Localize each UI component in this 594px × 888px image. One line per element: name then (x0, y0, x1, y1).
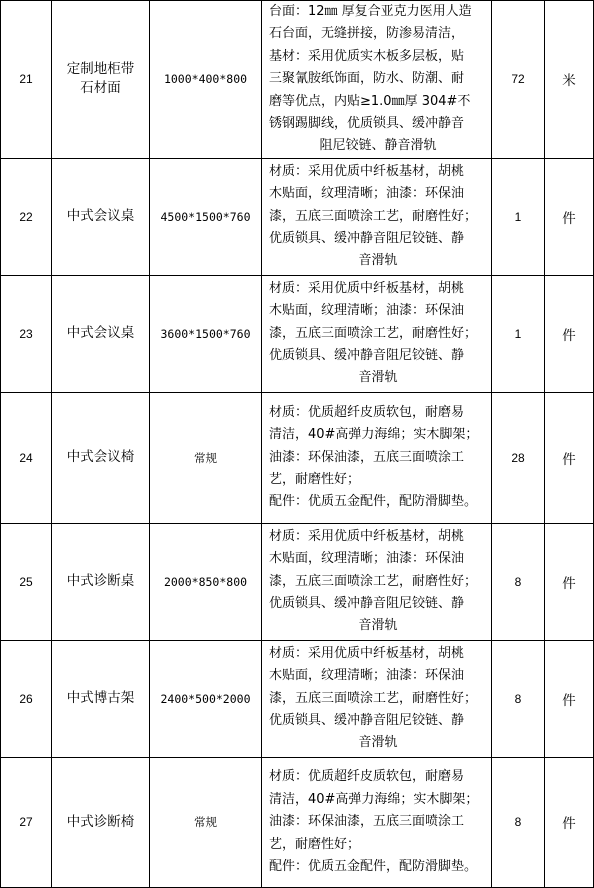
description-line: 漆，五底三面喷涂工艺，耐磨性好； (269, 208, 478, 224)
item-description (262, 158, 492, 275)
description-line: 材质：采用优质中纤板基材，胡桃 (269, 645, 465, 661)
description-line: 清洁，40#高弹力海绵；实木脚架； (269, 427, 479, 443)
item-number: 22 (1, 158, 52, 275)
item-description (262, 275, 492, 392)
item-spec: 3600*1500*760 (150, 275, 262, 392)
table-body (1, 1, 594, 888)
item-name (52, 757, 150, 887)
description-line: 木贴面，纹理清晰；油漆：环保油 (269, 551, 465, 567)
description-line: 材质：采用优质中纤板基材，胡桃 (269, 280, 465, 296)
item-description (262, 392, 492, 523)
table-row (1, 640, 594, 757)
item-spec: 2000*850*800 (150, 523, 262, 640)
item-description (262, 640, 492, 757)
description-line: 漆，五底三面喷涂工艺，耐磨性好； (269, 573, 478, 589)
item-number: 27 (1, 757, 52, 887)
description-line: 材质：优质超纤皮质软包，耐磨易 (269, 404, 465, 420)
item-unit: 件 (545, 275, 594, 392)
description-line: 艺，耐磨性好； (269, 836, 361, 852)
item-name (52, 523, 150, 640)
item-unit: 件 (545, 640, 594, 757)
description-line: 配件：优质五金配件，配防滑脚垫。 (269, 858, 478, 874)
description-line: 油漆：环保油漆，五底三面喷涂工 (269, 814, 465, 830)
item-quantity: 8 (492, 757, 545, 887)
description-line: 艺，耐磨性好； (269, 472, 361, 488)
item-number: 23 (1, 275, 52, 392)
description-line: 音滑轨 (358, 370, 398, 386)
table-row (1, 1, 594, 159)
description-line: 木贴面，纹理清晰；油漆：环保油 (269, 668, 465, 684)
item-name (52, 392, 150, 523)
item-description (262, 757, 492, 887)
table-row (1, 757, 594, 887)
table-row (1, 158, 594, 275)
description-line: 清洁，40#高弹力海绵；实木脚架； (269, 791, 479, 807)
item-name-line: 中式诊断椅 (66, 813, 135, 830)
description-line: 木贴面，纹理清晰；油漆：环保油 (269, 303, 465, 319)
item-spec: 4500*1500*760 (150, 158, 262, 275)
description-line: 漆，五底三面喷涂工艺，耐磨性好； (269, 690, 478, 706)
item-spec: 常规 (150, 757, 262, 887)
description-line: 三聚氰胺纸饰面，防水、防潮、耐 (269, 71, 465, 87)
item-quantity: 28 (492, 392, 545, 523)
description-line: 音滑轨 (358, 618, 398, 634)
item-number: 26 (1, 640, 52, 757)
description-line: 磨等优点，内贴≥1.0㎜厚 304#不 (269, 93, 471, 109)
table-row (1, 392, 594, 523)
table-row (1, 275, 594, 392)
description-line: 锈钢踢脚线，优质锁具、缓冲静音 (269, 116, 465, 132)
item-quantity: 8 (492, 640, 545, 757)
description-line: 优质锁具、缓冲静音阻尼铰链、静 (269, 348, 465, 364)
item-name-line: 定制地柜带 (66, 61, 135, 78)
description-line: 音滑轨 (358, 253, 398, 269)
item-spec: 2400*500*2000 (150, 640, 262, 757)
description-line: 优质锁具、缓冲静音阻尼铰链、静 (269, 713, 465, 729)
description-line: 基材：采用优质实木板多层板，贴 (269, 48, 465, 64)
description-line: 优质锁具、缓冲静音阻尼铰链、静 (269, 231, 465, 247)
item-name-line: 中式会议椅 (66, 449, 135, 466)
item-quantity: 1 (492, 275, 545, 392)
description-line: 音滑轨 (358, 735, 398, 751)
table-row (1, 523, 594, 640)
item-name (52, 640, 150, 757)
description-line: 油漆：环保油漆，五底三面喷涂工 (269, 449, 465, 465)
item-unit: 件 (545, 757, 594, 887)
description-line: 木贴面，纹理清晰；油漆：环保油 (269, 186, 465, 202)
item-unit: 件 (545, 392, 594, 523)
description-line: 石台面，无缝拼接，防渗易清洁， (269, 26, 465, 42)
description-line: 配件：优质五金配件，配防滑脚垫。 (269, 494, 478, 510)
item-quantity: 8 (492, 523, 545, 640)
item-unit: 米 (545, 1, 594, 159)
description-line: 阻尼铰链、静音滑轨 (319, 138, 437, 154)
item-name-line: 中式会议桌 (66, 208, 135, 225)
item-name (52, 158, 150, 275)
item-number: 24 (1, 392, 52, 523)
item-name (52, 275, 150, 392)
description-line: 台面：12㎜ 厚复合亚克力医用人造 (269, 4, 472, 19)
description-line: 材质：优质超纤皮质软包，耐磨易 (269, 769, 465, 785)
item-name (52, 1, 150, 159)
description-line: 材质：采用优质中纤板基材，胡桃 (269, 163, 465, 179)
item-number: 21 (1, 1, 52, 159)
item-name-line: 石材面 (80, 80, 121, 97)
item-name-line: 中式博古架 (66, 690, 135, 707)
item-unit: 件 (545, 158, 594, 275)
item-unit: 件 (545, 523, 594, 640)
item-number: 25 (1, 523, 52, 640)
item-quantity: 1 (492, 158, 545, 275)
description-line: 优质锁具、缓冲静音阻尼铰链、静 (269, 596, 465, 612)
item-description (262, 1, 492, 159)
item-spec: 常规 (150, 392, 262, 523)
item-spec: 1000*400*800 (150, 1, 262, 159)
description-line: 漆，五底三面喷涂工艺，耐磨性好； (269, 325, 478, 341)
description-line: 材质：采用优质中纤板基材，胡桃 (269, 528, 465, 544)
item-description (262, 523, 492, 640)
item-quantity: 72 (492, 1, 545, 159)
item-name-line: 中式诊断桌 (66, 573, 135, 590)
item-name-line: 中式会议桌 (66, 325, 135, 342)
